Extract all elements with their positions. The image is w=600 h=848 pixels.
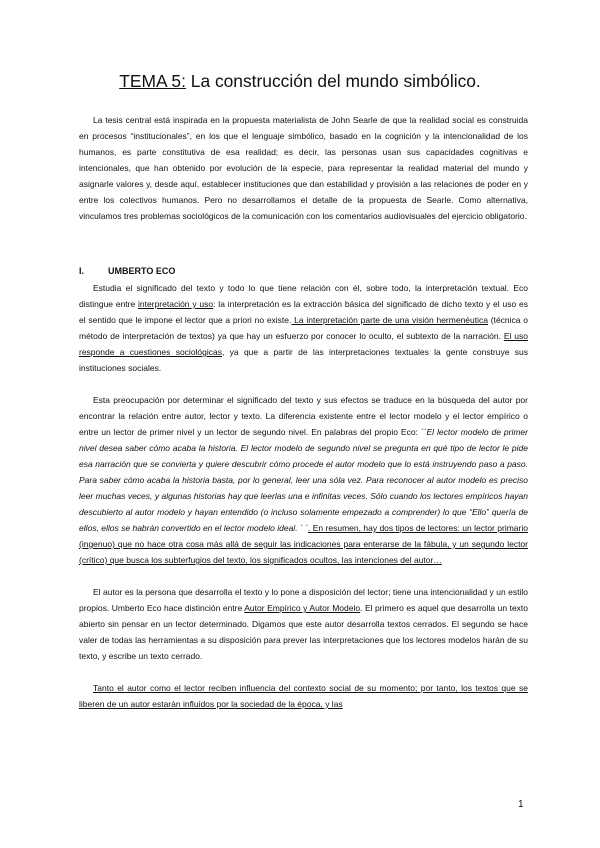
paragraph-contexto: Tanto el autor como el lector reciben influencia del contexto social de su momento; por tanto, los textos que se liberen de un autor estarán influidos por la sociedad de la época, y las <box>79 683 528 709</box>
text-run: (técnica o método de interpretación de textos) ya que hay un esfuerzo por conocer lo oculto, el subtexto de la narración. <box>79 315 529 341</box>
title-colon: : <box>181 71 186 91</box>
underlined-term: Autor Empírico y Autor Modelo <box>244 603 361 613</box>
paragraph-lectores <box>79 392 528 568</box>
text-run: . El primero es aquel que desarrolla un texto abierto sin pensar en un lector determinado. Digamos que este autor desarrolla textos cerrados. El segundo se hace valer de todas las herramientas a su disposición para prever las interpretaciones que los lectores modelos harán de su texto, y escribe un texto cerrado. <box>79 603 529 661</box>
text-run: , ya que a partir de las interpretaciones textuales la gente construye sus instituciones sociales. <box>79 347 528 373</box>
underlined-term: interpretación y uso <box>138 299 214 309</box>
title-prefix: TEMA 5 <box>119 71 182 91</box>
section-heading <box>79 264 175 278</box>
section-body <box>79 280 528 712</box>
text-run: Esta preocupación por determinar el significado del texto y sus efectos se traduce en la búsqueda del autor por encontrar la relación entre autor, lector y texto. La diferencia existente entre el lector modelo y el lector empírico o entre un lector de primer nivel y un lector de segundo nivel. En palabras del propio Eco: <box>79 395 528 437</box>
underlined-term: El uso responde a cuestiones sociológicas <box>79 331 528 357</box>
paragraph-autor <box>79 584 528 664</box>
title-text: La construcción del mundo simbólico. <box>185 71 481 91</box>
text-run: Estudia el significado del texto y todo lo que tiene relación con él, sobre todo, la interpretación textual. Eco distingue entre <box>79 283 528 309</box>
underlined-term: La interpretación parte de una visión hermenéutica <box>291 315 488 325</box>
eco-quote: ´´El lector modelo de primer nivel desea saber cómo acaba la historia. El lector modelo de segundo nivel se pregunta en qué tipo de lector le pide esa narración que se convierta y quiere descubrir cómo procede el autor modelo que lo está instruyendo paso a paso. Para saber cómo acaba la historia basta, por lo general, leer una sóla vez. Para reconocer al autor modelo es preciso leer muchas veces, y algunas historias hay que leerlas una e infinitas veces. Sólo cuando los lectores empíricos hayan descubierto al autor modelo y hayan entendido (o incluso solamente empezado a comprender) lo que “Ello” quería de ellos, ellos se habrán convertido en el lector modelo ideal. ´ ´ <box>79 427 528 533</box>
text-run: El autor es la persona que desarrolla el texto y lo pone a disposición del lector; tiene una intencionalidad y un estilo propios. Umberto Eco hace distinción entre <box>79 587 528 613</box>
page-number: 1 <box>518 799 524 810</box>
paragraph-interpretation <box>79 280 528 376</box>
page-title <box>0 70 600 92</box>
section-title: UMBERTO ECO <box>108 266 176 276</box>
intro-block <box>79 112 528 224</box>
text-run: : la interpretación es la extracción básica del significado de dicho texto y el uso es el sentido que le impone el lector que a priori no existe. <box>79 299 528 325</box>
section-number: I. <box>79 266 85 276</box>
intro-paragraph: La tesis central está inspirada en la propuesta materialista de John Searle de que la realidad social es construida en procesos “institucionales”, en los que el lenguaje simbólico, basado en la cognición y la intencionalidad de los humanos, es parte constitutiva de esa realidad; es decir, las personas usan sus capacidades cognitivas e intencionales, que han obtenido por evolución de la especie, para representar la realidad material del mundo y asignarle valores y, desde aquí, establecer instituciones que dan estabilidad y provisión a las relaciones de poder en y entre los colectivos humanos. Pero no desarrollamos el detalle de la propuesta de Searle. Como alternativa, vinculamos tres problemas sociológicos de la comunicación con los comentarios audiovisuales del ejercicio obligatorio. <box>79 115 528 221</box>
underlined-summary: . En resumen, hay dos tipos de lectores: un lector primario (ingenuo) que no hace otra cosa más allá de seguir las indicaciones para enterarse de la fábula, y un segundo lector (crítico) que busca los subterfugios del texto, los significados ocultos, las intenciones del autor… <box>79 523 528 565</box>
